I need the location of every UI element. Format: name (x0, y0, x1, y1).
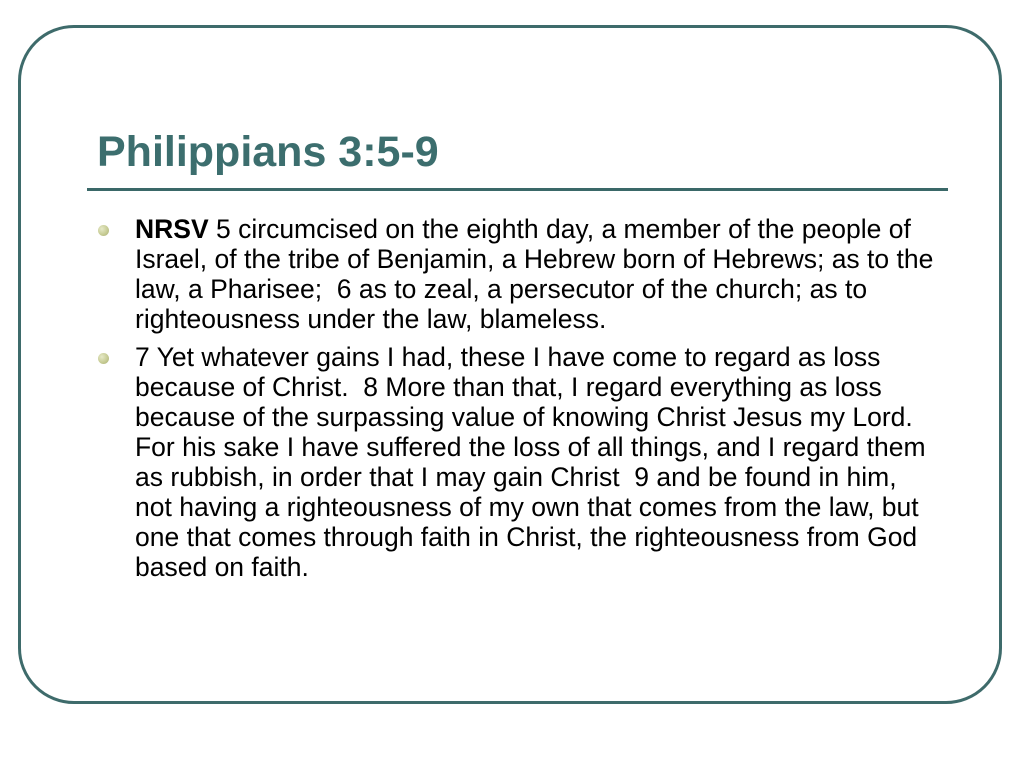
bullet-icon (98, 353, 109, 364)
version-label: NRSV (135, 214, 209, 244)
bullet-icon (98, 225, 109, 236)
bullet-item-1 (96, 214, 941, 334)
bullet-item-2 (96, 342, 936, 582)
bullet-list (96, 214, 941, 590)
title-underline (87, 188, 948, 191)
bullet-text-2: 7 Yet whatever gains I had, these I have come to regard as loss because of Christ. 8 More than that, I regard everything as loss because of the surpassing value of knowing Christ Jesus my Lord. For his sake I have suffered the loss of all things, and I regard them as rubbish, in order that I may gain Christ 9 and be found in him, not having a righteousness of my own that comes from the law, but one that comes through faith in Christ, the righteousness from God based on faith. (135, 342, 933, 582)
slide-title: Philippians 3:5-9 (97, 128, 439, 176)
bullet-text-1: 5 circumcised on the eighth day, a member of the people of Israel, of the tribe of Benjamin, a Hebrew born of Hebrews; as to the law, a Pharisee; 6 as to zeal, a persecutor of the church; as to righteousness under the law, blameless. (135, 214, 941, 334)
